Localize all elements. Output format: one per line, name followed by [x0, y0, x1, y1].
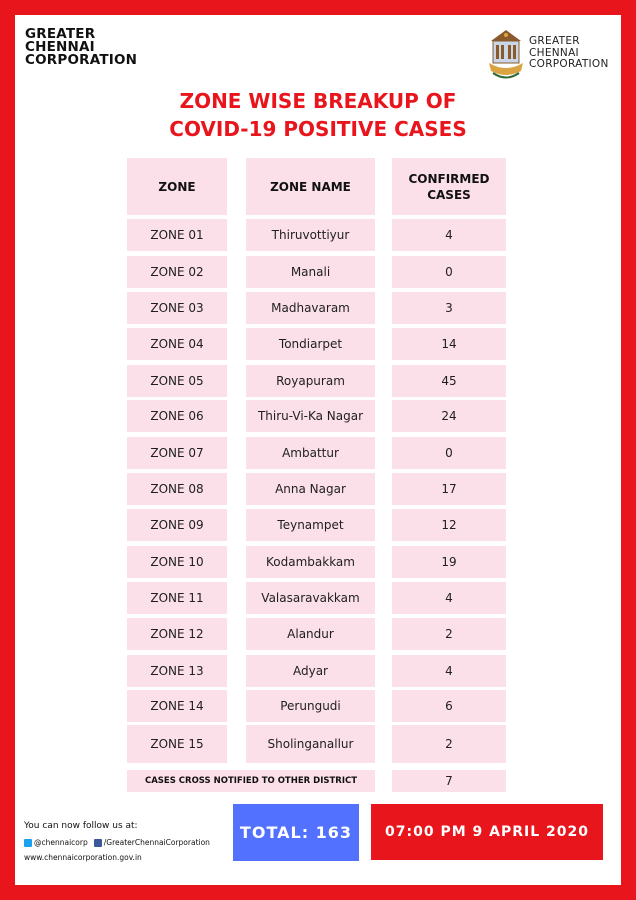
- brand-right-line: GREATER: [529, 35, 580, 47]
- zone-name-cell: Madhavaram: [246, 292, 375, 324]
- zone-name-cell: Thiru-Vi-Ka Nagar: [246, 400, 375, 432]
- zone-name-cell: Adyar: [246, 655, 375, 687]
- page-title: [15, 87, 621, 143]
- header-confirmed-cases: [392, 158, 506, 215]
- zone-cell: ZONE 05: [127, 365, 227, 397]
- datetime-badge: 07:00 PM 9 APRIL 2020: [371, 804, 603, 860]
- cases-cell: 45: [392, 365, 506, 397]
- cross-notified-label: CASES CROSS NOTIFIED TO OTHER DISTRICT: [127, 770, 375, 792]
- cases-cell: 19: [392, 546, 506, 578]
- cases-cell: 0: [392, 256, 506, 288]
- header-cases-line: CASES: [427, 187, 471, 202]
- brand-left-line: CORPORATION: [25, 52, 138, 68]
- zone-name-cell: Ambattur: [246, 437, 375, 469]
- zone-name-cell: Thiruvottiyur: [246, 219, 375, 251]
- cases-cell: 24: [392, 400, 506, 432]
- zone-name-cell: Anna Nagar: [246, 473, 375, 505]
- header-zone: ZONE: [127, 158, 227, 215]
- title-line-2: COVID-19 POSITIVE CASES: [169, 117, 467, 141]
- zone-name-cell: Royapuram: [246, 365, 375, 397]
- zone-cell: ZONE 01: [127, 219, 227, 251]
- brand-right-line: CORPORATION: [529, 58, 609, 70]
- zone-name-cell: Teynampet: [246, 509, 375, 541]
- cases-cell: 12: [392, 509, 506, 541]
- cases-cell: 6: [392, 690, 506, 722]
- brand-logo-left: [25, 28, 137, 67]
- cases-cell: 0: [392, 437, 506, 469]
- zone-cell: ZONE 14: [127, 690, 227, 722]
- zone-cell: ZONE 08: [127, 473, 227, 505]
- website-link[interactable]: www.chennaicorporation.gov.in: [24, 853, 142, 862]
- zone-name-cell: Tondiarpet: [246, 328, 375, 360]
- facebook-icon: [94, 839, 102, 847]
- twitter-icon: [24, 839, 32, 847]
- zone-cell: ZONE 03: [127, 292, 227, 324]
- title-line-1: ZONE WISE BREAKUP OF: [179, 89, 457, 113]
- zone-name-cell: Perungudi: [246, 690, 375, 722]
- brand-logo-right: [487, 27, 612, 83]
- total-badge: TOTAL: 163: [233, 804, 359, 861]
- zone-name-cell: Kodambakkam: [246, 546, 375, 578]
- zone-cell: ZONE 06: [127, 400, 227, 432]
- zone-name-cell: Sholinganallur: [246, 725, 375, 763]
- facebook-handle[interactable]: /GreaterChennaiCorporation: [103, 838, 210, 847]
- brand-left-line: CHENNAI: [25, 39, 95, 55]
- zone-name-cell: Manali: [246, 256, 375, 288]
- zone-cell: ZONE 13: [127, 655, 227, 687]
- brand-right-text: [529, 36, 609, 71]
- social-links: [24, 838, 210, 847]
- zone-cell: ZONE 15: [127, 725, 227, 763]
- twitter-handle[interactable]: @chennaicorp: [34, 838, 88, 847]
- cross-notified-cases: 7: [392, 770, 506, 792]
- header-cases-line: CONFIRMED: [408, 171, 490, 186]
- cases-cell: 14: [392, 328, 506, 360]
- cases-cell: 3: [392, 292, 506, 324]
- follow-text: You can now follow us at:: [24, 821, 138, 831]
- zone-cell: ZONE 04: [127, 328, 227, 360]
- cases-cell: 2: [392, 725, 506, 763]
- cases-cell: 4: [392, 655, 506, 687]
- cases-cell: 2: [392, 618, 506, 650]
- cases-cell: 17: [392, 473, 506, 505]
- brand-right-line: CHENNAI: [529, 46, 579, 59]
- zone-cell: ZONE 11: [127, 582, 227, 614]
- brand-left-line: GREATER: [25, 26, 96, 42]
- zone-cell: ZONE 10: [127, 546, 227, 578]
- zone-cell: ZONE 12: [127, 618, 227, 650]
- bulletin-card: [15, 15, 621, 885]
- zone-name-cell: Alandur: [246, 618, 375, 650]
- zone-cell: ZONE 02: [127, 256, 227, 288]
- zone-name-cell: Valasaravakkam: [246, 582, 375, 614]
- zone-cell: ZONE 09: [127, 509, 227, 541]
- cases-cell: 4: [392, 582, 506, 614]
- zone-cell: ZONE 07: [127, 437, 227, 469]
- header-zone-name: ZONE NAME: [246, 158, 375, 215]
- cases-cell: 4: [392, 219, 506, 251]
- corporation-emblem-icon: [487, 27, 525, 83]
